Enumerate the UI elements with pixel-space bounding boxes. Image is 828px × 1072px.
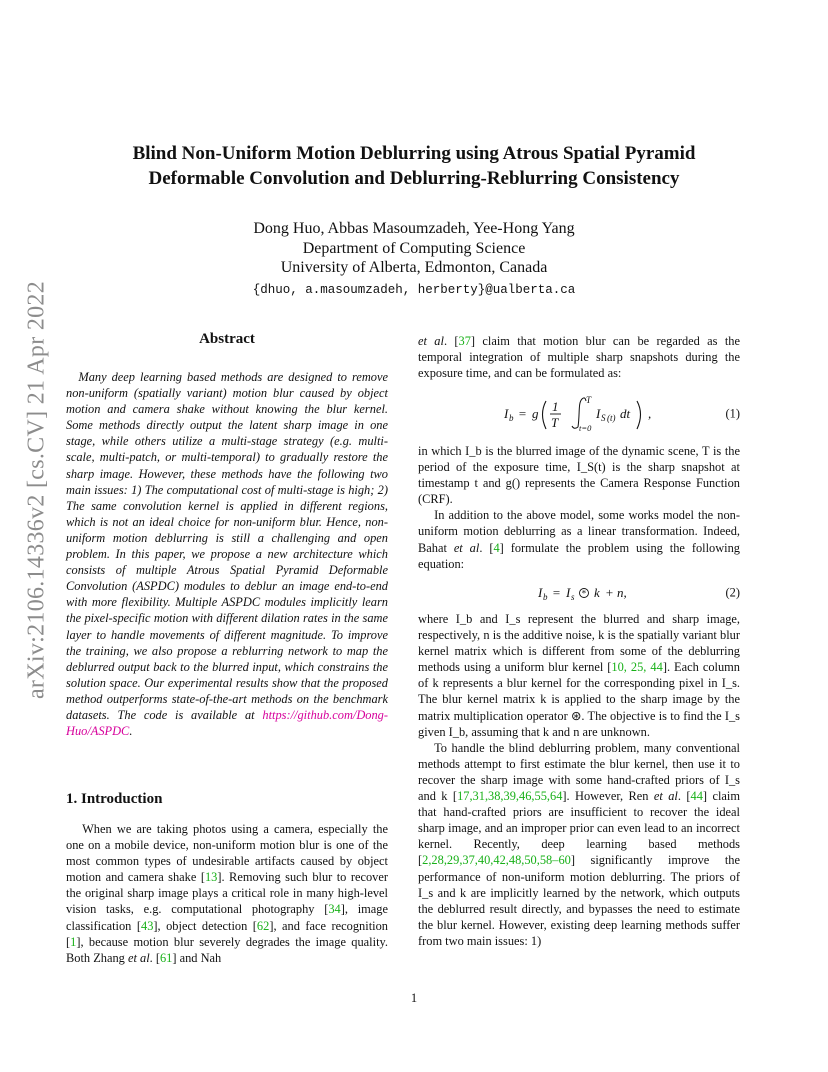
svg-text:k: k [594, 585, 600, 600]
body-text: ] significantly improve the performance of non-uniform motion deblurring. The priors of I_s and k are implicitly learned by the network, which outputs the deblurred result directly, and bypasses the need to estimate the blur kernel. However, existing deep learning methods suffer from two main issues: 1) [418, 853, 740, 948]
body-text: ] claim that hand-crafted priors are insufficient to recover the ideal sharp image, and an improper prior can even lead to an incorrect kernel. Recently, deep learning based methods [ [418, 789, 740, 868]
right-column-bottom [418, 611, 740, 949]
right-column-middle [418, 443, 740, 572]
citation-link[interactable]: 17,31,38,39,46,55,64 [457, 789, 563, 804]
body-text: where I_b and I_s represent the blurred and sharp image, respectively, n is the additive noise, k is the spatially variant blur kernel matrix which is different from some of the deblurring methods using a uniform blur kernel [ [418, 612, 740, 675]
svg-text:+: + [605, 585, 614, 600]
body-text: ] formulate the problem using the following equation: [418, 540, 740, 571]
paper-title [80, 141, 748, 191]
body-paragraph [418, 611, 740, 740]
svg-text:I: I [566, 585, 571, 600]
svg-text:T: T [586, 395, 592, 405]
body-text: . [ [443, 334, 459, 348]
svg-text:I: I [596, 406, 601, 421]
svg-text:1: 1 [552, 399, 559, 414]
body-text: In addition to the above model, some works model the non-uniform motion deblurring as a linear transformation. Indeed, Bahat [418, 508, 740, 555]
citation-link[interactable]: 37 [458, 334, 471, 348]
equation-1-formula [418, 393, 740, 435]
svg-text:n,: n, [617, 585, 627, 600]
intro-text: When we are taking photos using a camera, especially the one on a mobile device, non-uniform motion blur is one of the most common types of undesirable artifacts caused by object motion and camera shake [ [66, 822, 388, 885]
svg-text:*: * [581, 588, 586, 599]
intro-text: ] and Nah [172, 950, 222, 965]
intro-text: . [ [149, 950, 160, 965]
body-text: et al [653, 789, 678, 804]
body-text: et al [453, 540, 480, 555]
author-email: {dhuo, a.masoumzadeh, herberty}@ualberta.ca [252, 282, 576, 297]
title-line-2: Deformable Convolution and Deblurring-Reblurring Consistency [148, 168, 680, 189]
equation-2 [418, 581, 740, 605]
body-paragraph: in which I_b is the blurred image of the dynamic scene, T is the period of the exposure time, I_S(t) is the sharp snapshot at timestamp t and g() represents the Camera Response Function (CRF). [418, 444, 740, 507]
body-paragraph [418, 740, 740, 949]
body-paragraph [418, 333, 740, 381]
svg-text:b: b [543, 592, 548, 602]
svg-text:s: s [571, 592, 575, 602]
right-column-top [418, 333, 740, 381]
citation-link[interactable]: 13 [204, 870, 218, 885]
equation-1-number: (1) [725, 406, 740, 421]
citation-link[interactable]: 2,28,29,37,40,42,48,50,58–60 [422, 853, 571, 868]
equation-2-number: (2) [725, 585, 740, 600]
equation-2-formula [418, 581, 740, 605]
svg-text:=: = [552, 585, 561, 600]
citation-link[interactable]: 34 [328, 902, 341, 917]
citation-link[interactable]: 1 [70, 934, 77, 949]
svg-text:S: S [601, 413, 606, 423]
equation-1 [418, 393, 740, 435]
intro-text: ], and face recognition [ [66, 918, 388, 949]
intro-text: ], object detection [ [153, 918, 257, 933]
svg-text:dt: dt [620, 406, 631, 421]
abstract-heading: Abstract [199, 331, 255, 347]
intro-paragraph [66, 821, 388, 966]
svg-text:=: = [518, 406, 527, 421]
intro-text: ], image classification [ [66, 902, 388, 933]
author-department: Department of Computing Science [302, 239, 526, 257]
author-names: Dong Huo, Abbas Masoumzadeh, Yee-Hong Yang [253, 220, 575, 237]
author-university: University of Alberta, Edmonton, Canada [280, 259, 548, 276]
citation-link[interactable]: 62 [256, 918, 270, 933]
body-text: ] claim that motion blur can be regarded as the temporal integration of multiple sharp snapshots during the exposure time, and can be formulated as: [418, 334, 740, 381]
svg-text:I: I [538, 585, 543, 600]
svg-text:I: I [504, 406, 509, 421]
arxiv-stamp-text: arXiv:2106.14336v2 [cs.CV] 21 Apr 2022 [23, 280, 50, 700]
citation-link[interactable]: 10, 25, 44 [611, 660, 663, 675]
svg-text:b: b [509, 413, 514, 423]
code-link[interactable]: https://github.com/Dong-Huo/ASPDC [66, 707, 388, 739]
body-text: ]. Each column of k represents a blur kernel for the corresponding pixel in I_s. The blur kernel matrix k is applied to the sharp image by the matrix multiplication operator ⊛. The objective is to find the I_s given I_b, assuming that k and n are unknown. [418, 660, 740, 739]
body-text: . [ [677, 789, 691, 804]
svg-text:t=0: t=0 [579, 423, 592, 433]
citation-link[interactable]: 61 [159, 950, 173, 965]
author-block [80, 219, 748, 300]
body-text: . [ [479, 540, 494, 555]
citation-link[interactable]: 44 [690, 789, 703, 804]
abstract-text: Many deep learning based methods are designed to remove non-uniform (spatially variant) motion blur caused by object motion and camera shake without knowing the blur kernel. Some methods directly output the latent sharp image in one stage, while others utilize a multi-stage strategy (e.g. multi-scale, multi-patch, or multi-temporal) to gradually restore the sharp image. However, these methods have the following two main issues: 1) The computational cost of multi-stage is high; 2) The same convolution kernel is applied in different regions, which is not an ideal choice for non-uniform blur. Hence, non-uniform motion deblurring is still a challenging and open problem. In this paper, we propose a new architecture which consists of multiple Atrous Spatial Pyramid Deformable Convolution (ASPDC) modules to deblur an image end-to-end with more flexibility. Multiple ASPDC modules implicitly learn the pixel-specific motion with different dilation rates in the same layer to handle movements of different magnitude. To improve the training, we also propose a reblurring network to map the deblurred output back to the blurred input, which constrains the solution space. Our experimental results show that the proposed method outperforms state-of-the-art methods on the benchmark datasets. The code is available at [66, 370, 388, 722]
svg-text:g: g [532, 406, 539, 421]
svg-text:,: , [648, 406, 652, 421]
body-text: To handle the blind deblurring problem, many conventional methods attempt to first estimate the blur kernel, then use it to recover the sharp image with some hand-crafted priors of I_s and k [ [418, 740, 740, 804]
intro-text: et al [127, 950, 150, 965]
section-heading-introduction: 1. Introduction [66, 791, 163, 807]
abstract-body: Many deep learning based methods are designed to remove non-uniform (spatially variant) motion blur caused by object motion and camera shake without knowing the blur kernel. Some methods directly output the latent sharp image in one stage, while others utilize a multi-stage strategy (e.g. multi-scale, multi-patch, or multi-temporal) to gradually restore the sharp image. However, these methods have the following two main issues: 1) The computational cost of multi-stage is high; 2) The same convolution kernel is applied in different regions, which is not an ideal choice for non-uniform blur. Hence, non-uniform motion deblurring is still a challenging and open problem. In this paper, we propose a new architecture which consists of multiple Atrous Spatial Pyramid Deformable Convolution (ASPDC) modules to deblur an image end-to-end with more flexibility. Multiple ASPDC modules implicitly learn the pixel-specific motion with different dilation rates in the same layer to handle movements of different magnitude. To improve the training, we also propose a reblurring network to map the deblurred output back to the blurred input, which constrains the solution space. Our experimental results show that the proposed method outperforms state-of-the-art methods on the benchmark datasets. The code is available at https://github.com/Dong-Huo/ASPDC. [66, 370, 388, 739]
intro-text: ]. Removing such blur to recover the original sharp image plays a critical role in many high-level vision tasks, e.g. computational photography [ [66, 870, 388, 917]
svg-text:T: T [551, 415, 559, 430]
body-text: et al [418, 334, 444, 348]
title-line-1: Blind Non-Uniform Motion Deblurring using Atrous Spatial Pyramid [132, 143, 696, 164]
body-text: ]. However, Ren [562, 789, 654, 804]
page-number: 1 [410, 991, 418, 1005]
svg-text:(t): (t) [607, 413, 616, 423]
citation-link[interactable]: 4 [493, 540, 500, 555]
arxiv-stamp [22, 280, 52, 700]
citation-link[interactable]: 43 [141, 918, 154, 933]
body-paragraph [418, 507, 740, 571]
intro-text: ], because motion blur severely degrades the image quality. Both Zhang [66, 934, 388, 965]
